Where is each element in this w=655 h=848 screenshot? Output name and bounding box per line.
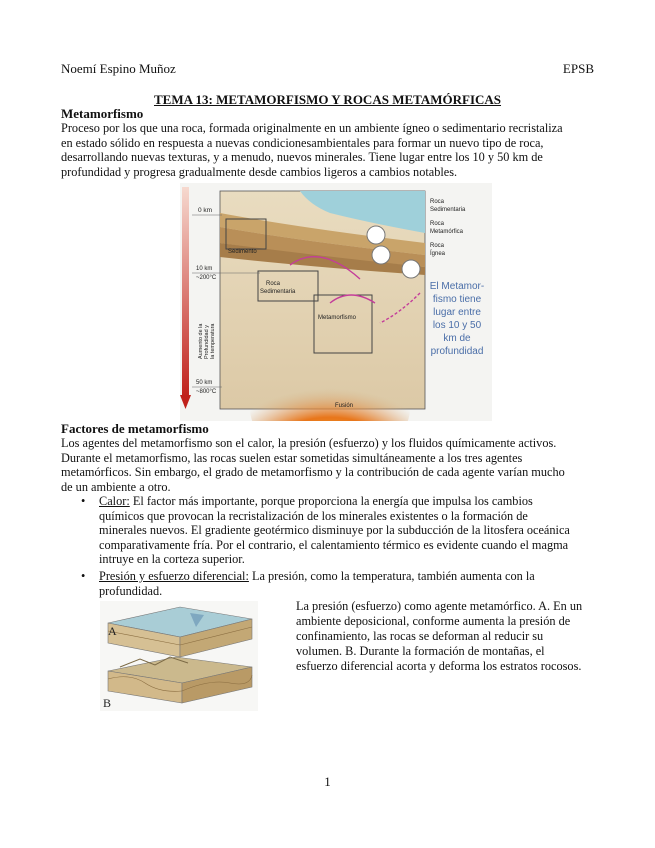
depth-label-0: 0 km [198,207,213,214]
paragraph-line: en estado sólido en respuesta a nuevas condicionesambientales para formar un nuevo tipo de roca, [61,135,544,150]
depth-arrow [182,187,189,397]
bullet-line: La presión, como la temperatura, también aumenta con la [248,569,535,583]
label-roca-sedimentaria: Sedimentaria [260,289,296,295]
page-title: TEMA 13: METAMORFISMO Y ROCAS METAMÓRFICAS [153,92,502,107]
label-roca-sedimentaria: Roca [266,281,281,287]
paragraph-line: Proceso por los que una roca, formada originalmente en un ambiente ígneo o sedimentario recristaliza [61,121,563,135]
svg-text:los 10 y 50: los 10 y 50 [432,320,482,331]
label-sedimento: Sedimento [228,249,257,255]
paragraph-line: desarrollando nuevas texturas, y a menudo, nuevos minerales. Tiene lugar entre los 10 y 50 km de [61,150,543,164]
section-heading-factores: Factores de metamorfismo [61,421,209,436]
caption-line: La presión (esfuerzo) como agente metamórfico. A. En un [296,599,583,613]
paragraph-line: de un ambiente a otro. [61,479,171,494]
label-metamorfismo: Metamorfismo [318,315,357,321]
paragraph-line: Durante el metamorfismo, las rocas suelen estar sometidas simultáneamente a los tres agentes [61,450,523,465]
caption-line: esfuerzo diferencial acorta y deforma los estratos rocosos. [296,659,582,673]
depth-label-50: 50 km [196,380,213,386]
caption-line: ambiente deposicional, conforme aumenta la presión de [296,614,571,628]
caption-line: volumen. B. Durante la formación de montañas, el [296,644,545,658]
label-a: A [108,624,117,638]
bullet-line: intruye en la corteza superior. [99,552,245,566]
bullet-line: minerales nuevos. El gradiente geotérmico disminuye por la subducción de la litosfera oceánica [99,523,570,537]
axis-label-line: Aumento de la [198,323,204,359]
metamorphism-diagram [180,183,492,421]
axis-label-line: Profundidad y [204,325,210,359]
legend-metamorfica: Metamórfica [430,229,464,235]
bullet-line: El factor más importante, porque proporciona la energía que impulsa los cambios [129,494,533,508]
depth-label-10: 10 km [196,266,213,272]
paragraph-line: Los agentes del metamorfismo son el calor, la presión (esfuerzo) y los fluidos químicamente activos. [61,436,557,450]
svg-text:El Metamor-: El Metamor- [429,281,485,292]
pressure-diagram [100,601,258,711]
bullet-line: profundidad. [99,583,163,598]
page-number: 1 [324,774,331,789]
paragraph-line: profundidad y progresa gradualmente desde cambios ligeros a cambios notables. [61,164,458,179]
list-item-presion [99,569,595,598]
svg-text:km de: km de [443,333,471,344]
header-author: Noemí Espino Muñoz [61,61,176,76]
legend-metamorfica: Roca [430,221,445,227]
section-paragraph-metamorfismo [61,121,595,179]
figure-caption [296,599,598,674]
legend-sedimentaria: Roca [430,199,445,205]
section-heading-metamorfismo: Metamorfismo [61,106,144,121]
temp-label-10: ~200°C [196,275,217,281]
bullet-line: comparativamente fría. Por el contrario, el calentamiento térmico es evidente cuando el magma [99,537,569,552]
bullet-line: químicos que provocan la recristalización de los minerales existentes o la formación de [99,508,528,523]
term-calor: Calor: [99,494,130,508]
paragraph-line: metamórficos. Sin embargo, el grado de metamorfismo y la contribución de cada agente varían mucho [61,465,565,479]
header-org: EPSB [562,61,594,76]
caption-line: confinamiento, las rocas se deforman al reducir su [296,629,544,643]
section-paragraph-factores [61,436,595,494]
svg-text:lugar entre: lugar entre [433,307,481,318]
legend-ignea: Roca [430,243,445,249]
svg-text:profundidad: profundidad [430,346,484,357]
svg-text:fismo tiene: fismo tiene [432,294,482,305]
label-fusion: Fusión [335,403,354,409]
temp-label-50: ~800°C [196,389,217,395]
axis-label-line: la temperatura [210,323,216,359]
legend-sedimentaria: Sedimentaria [430,207,466,213]
label-b: B [103,696,112,710]
legend-ignea: Ígnea [430,251,446,257]
list-item-calor [99,494,595,567]
term-presion: Presión y esfuerzo diferencial: [99,569,249,583]
